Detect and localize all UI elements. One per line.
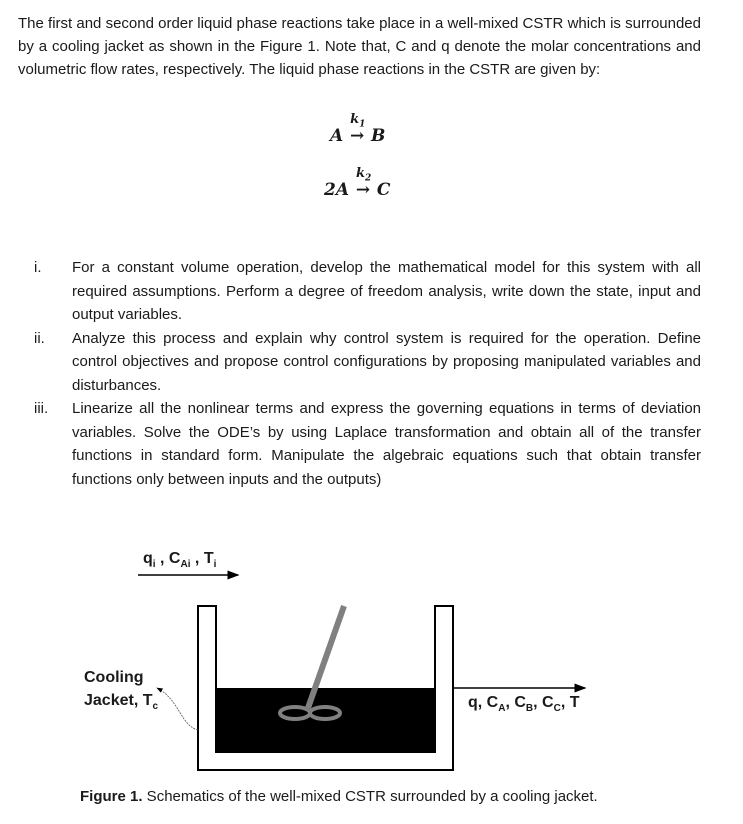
outlet-q: q, C — [468, 694, 499, 711]
jacket-label — [84, 666, 158, 718]
sub: Ai — [180, 559, 191, 571]
sub: C — [553, 703, 561, 715]
problem-intro: The first and second order liquid phase reactions take place in a well-mixed CSTR which is surrounded by a cooling jacket as shown in the Figure 1. Note that, C and q denote the molar concentrations and volumetric flow rates, respectively. The liquid phase reactions in the CSTR are given by: — [18, 15, 701, 78]
inlet-c: C — [168, 550, 181, 567]
rate-constant: $k_2$ — [355, 166, 372, 184]
item-number: ii. — [34, 329, 45, 347]
item-number: iii. — [34, 400, 49, 417]
caption-text: Schematics of the well-mixed CSTR surrounded by a cooling jacket. — [142, 788, 598, 805]
reaction-2: 2A $k_2$ → C — [324, 166, 391, 200]
reaction-1: A $k_1$ → B — [330, 112, 386, 146]
reactant: 2A — [324, 180, 350, 200]
inlet-label: $q_i$ , $C_{Ai}$ , $T_i$ — [143, 550, 217, 571]
sub: c — [152, 701, 159, 713]
outlet-label: q, $C_A$, $C_B$, $C_C$, T — [468, 694, 580, 715]
product: B — [371, 126, 386, 146]
jacket-pointer — [157, 688, 198, 730]
item-text: Analyze this process and explain why control system is required for the operation. Define control objectives and propose control configurations by proposing manipulated variables and disturbances. — [72, 329, 701, 394]
caption-label: Figure 1. — [80, 788, 143, 805]
product: C — [376, 180, 391, 200]
item-text: For a constant volume operation, develop the mathematical model for this system with all required assumptions. Perform a degree of freedom analysis, write down the state, input and output variables. — [72, 259, 701, 323]
item-number: i. — [34, 259, 42, 276]
jacket-line2: Jacket, T — [84, 692, 153, 709]
sub: B — [525, 703, 534, 715]
rate-constant: $k_1$ — [350, 112, 366, 130]
sub: i — [213, 559, 217, 571]
jacket-line1: Cooling — [84, 669, 144, 686]
figure-caption — [80, 788, 598, 805]
inlet-t: T — [203, 550, 214, 567]
item-text: Linearize all the nonlinear terms and express the governing equations in terms of deviation variables. Solve the ODE’s by using Laplace transformation and obtain all of the transfer functions in standard form. Manipulate the algebraic equations such that obtain transfer functions only between inputs and the outputs) — [72, 400, 701, 488]
reactant: A — [330, 126, 344, 146]
outlet-t: , T — [560, 694, 580, 711]
sub: A — [498, 703, 506, 715]
sub: i — [152, 559, 156, 571]
inlet-q: q — [143, 550, 153, 567]
